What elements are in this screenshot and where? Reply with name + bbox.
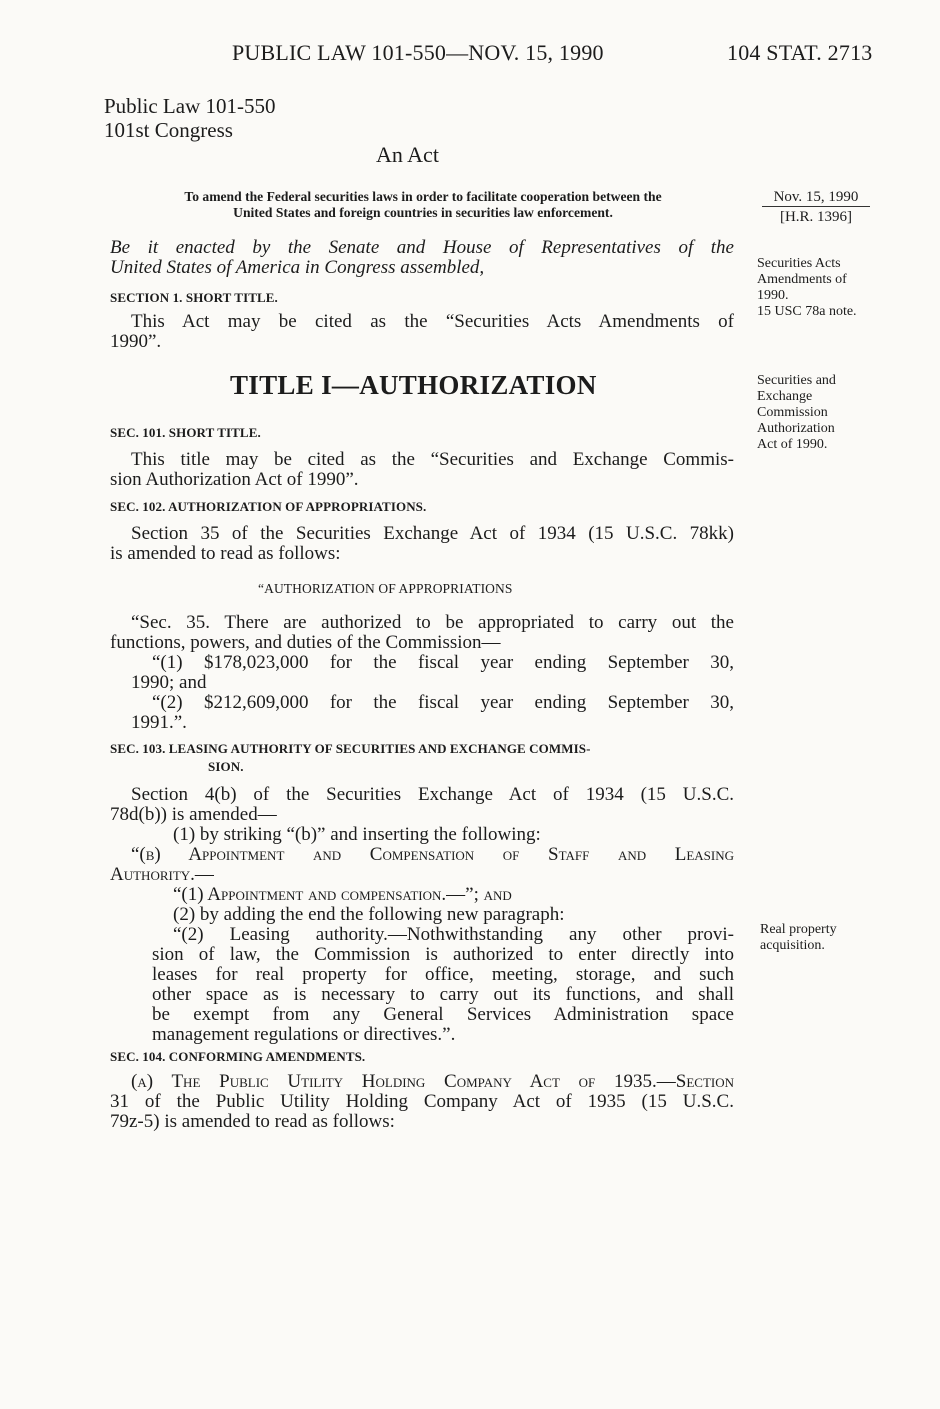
section-heading: SEC. 102. AUTHORIZATION OF APPROPRIATIONS. (110, 499, 427, 514)
section-text: (1) by striking “(b)” and inserting the following: (173, 824, 541, 845)
margin-note-line: acquisition. (760, 938, 825, 953)
margin-divider (762, 206, 870, 207)
an-act-heading: An Act (376, 142, 439, 167)
section-text: functions, powers, and duties of the Commission— (110, 632, 501, 653)
section-text: “(b) Appointment and Compensation of Staff and Leasing (131, 844, 734, 865)
section-text: This Act may be cited as the “Securities Acts Amendments of (131, 311, 734, 332)
margin-note-line: Securities and (757, 373, 836, 388)
section-text: 78d(b)) is amended— (110, 804, 277, 825)
section-text: be exempt from any General Services Administration space (152, 1004, 734, 1025)
section-text: leases for real property for office, meeting, storage, and such (152, 964, 734, 985)
section-text: sion Authorization Act of 1990”. (110, 469, 359, 490)
margin-note-line: Exchange (757, 389, 813, 404)
purpose-line: To amend the Federal securities laws in order to facilitate cooperation between the (184, 189, 662, 204)
section-text: This title may be cited as the “Securities and Exchange Commis- (131, 449, 734, 470)
margin-note-line: Act of 1990. (757, 437, 828, 452)
list-item: “(1) $178,023,000 for the fiscal year ending September 30, (152, 652, 734, 673)
section-text: 79z-5) is amended to read as follows: (110, 1111, 395, 1132)
list-item: “(2) $212,609,000 for the fiscal year ending September 30, (152, 692, 734, 713)
section-heading: SECTION 1. SHORT TITLE. (110, 290, 278, 305)
bill-number: [H.R. 1396] (779, 209, 853, 225)
section-text: sion of law, the Commission is authorized to enter directly into (152, 944, 734, 965)
section-text: “(1) Appointment and compensation.—”; and (173, 884, 512, 905)
section-text: other space as is necessary to carry out its functions, and shall (152, 984, 734, 1005)
enacting-clause-line: Be it enacted by the Senate and House of Representatives of the (110, 237, 734, 258)
margin-note-line: 15 USC 78a note. (757, 304, 857, 319)
running-title: PUBLIC LAW 101-550—NOV. 15, 1990 (232, 40, 604, 65)
margin-note-line: Real property (760, 922, 837, 937)
section-heading: SEC. 104. CONFORMING AMENDMENTS. (110, 1049, 366, 1064)
public-law-number: Public Law 101-550 (104, 94, 276, 118)
section-text: “Sec. 35. There are authorized to be appropriated to carry out the (131, 612, 734, 633)
section-text: Authority.— (110, 864, 214, 885)
enacting-clause-line: United States of America in Congress assembled, (110, 257, 485, 278)
stat-page-number: 104 STAT. 2713 (727, 40, 873, 65)
section-text: Section 35 of the Securities Exchange Act of 1934 (15 U.S.C. 78kk) (131, 523, 734, 544)
margin-note-real-property (760, 922, 837, 954)
margin-note-sec-authorization (757, 373, 836, 453)
section-text: is amended to read as follows: (110, 543, 341, 564)
list-item: 1990; and (131, 672, 207, 693)
title-heading: TITLE I—AUTHORIZATION (230, 370, 597, 400)
section-text: Section 4(b) of the Securities Exchange Act of 1934 (15 U.S.C. (131, 784, 734, 805)
margin-note-line: 1990. (757, 288, 789, 303)
section-text: “(2) Leasing authority.—Nothwithstanding any other provi- (173, 924, 734, 945)
section-heading: SEC. 101. SHORT TITLE. (110, 425, 261, 440)
section-text: (a) The Public Utility Holding Company Act of 1935.—Section (131, 1071, 734, 1092)
margin-note-line: Commission (757, 405, 828, 420)
section-text: (2) by adding the end the following new paragraph: (173, 904, 565, 925)
margin-note-line: Amendments of (757, 272, 847, 287)
section-heading: SEC. 103. LEASING AUTHORITY OF SECURITIES AND EXCHANGE COMMIS- (110, 741, 591, 756)
purpose-line: United States and foreign countries in securities law enforcement. (233, 205, 613, 220)
act-purpose (108, 189, 738, 221)
congress-label: 101st Congress (104, 118, 233, 142)
enactment-date: Nov. 15, 1990 (773, 189, 859, 205)
list-item: 1991.”. (131, 712, 187, 733)
section-heading: SION. (208, 759, 244, 774)
section-text: management regulations or directives.”. (152, 1024, 456, 1045)
subsection-heading: “AUTHORIZATION OF APPROPRIATIONS (258, 581, 513, 596)
margin-note-short-title (757, 256, 857, 320)
margin-note-line: Securities Acts (757, 256, 841, 271)
margin-note-line: Authorization (757, 421, 835, 436)
section-text: 1990”. (110, 331, 162, 352)
section-text: 31 of the Public Utility Holding Company Act of 1935 (15 U.S.C. (110, 1091, 734, 1112)
